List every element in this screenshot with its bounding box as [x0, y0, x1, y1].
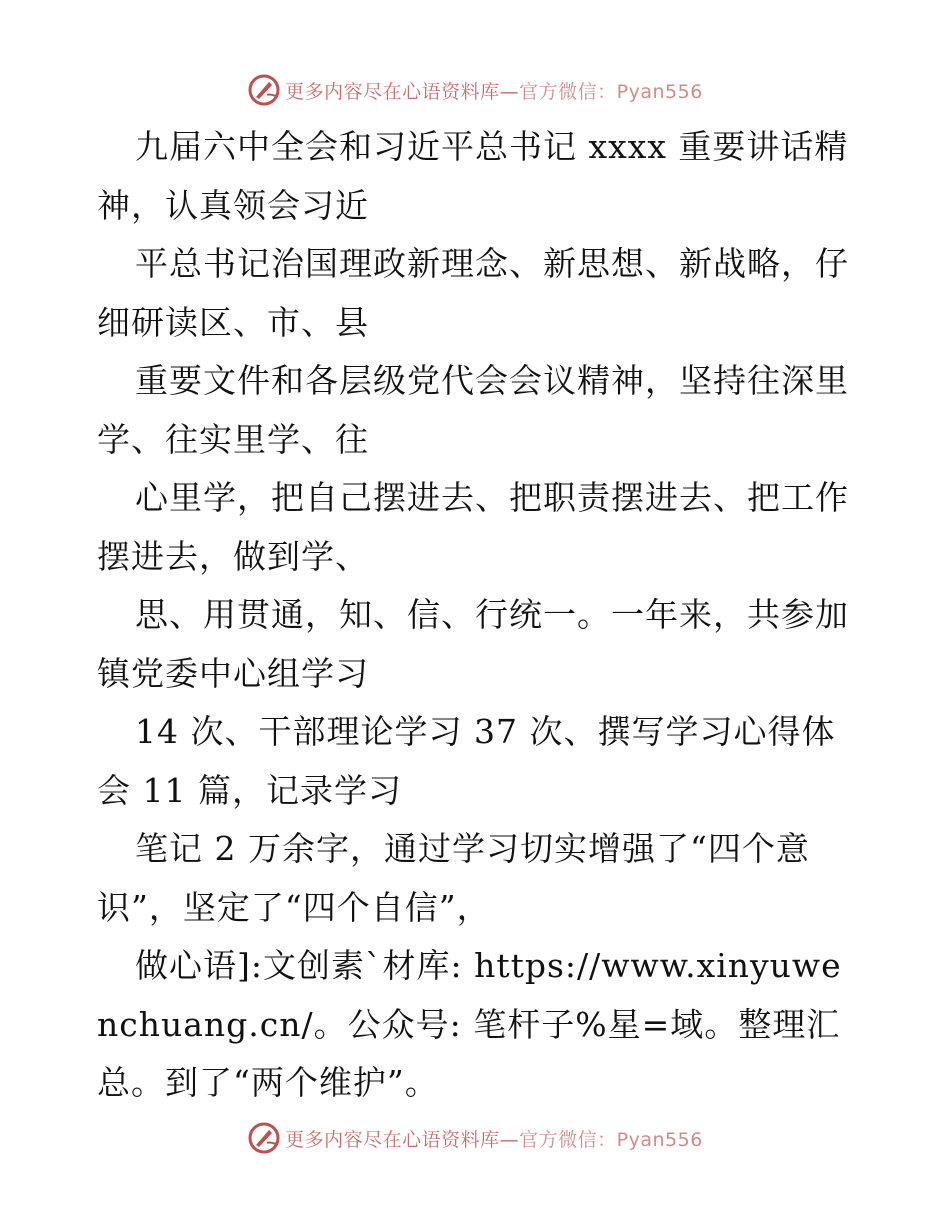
quill-seal-icon: [247, 1121, 281, 1155]
paragraph: 重要文件和各层级党代会会议精神，坚持往深里学、往实里学、往: [97, 361, 849, 459]
footer-watermark-text: [285, 1125, 703, 1152]
paragraph: 14 次、干部理论学习 37 次、撰写学习心得体会 11 篇，记录学习: [97, 712, 836, 810]
header-brand-text: 更多内容尽在心语资料库: [285, 80, 500, 103]
footer-watermark: [0, 1118, 950, 1158]
paragraph: 做心语]:文创素`材库: https://www.xinyuwenchuang.cn/。公众号: 笔杆子%星=域。整理汇总。到了“两个维护”。: [97, 946, 842, 1102]
paragraph: 平总书记治国理政新理念、新思想、新战略，仔细研读区、市、县: [97, 244, 849, 342]
header-separator: —: [499, 80, 520, 103]
header-watermark: [0, 70, 950, 110]
footer-brand-text: 更多内容尽在心语资料库: [285, 1128, 500, 1151]
document-body: [97, 118, 857, 1113]
footer-wechat-text: 官方微信：Pyan556: [519, 1128, 703, 1151]
footer-separator: —: [499, 1128, 520, 1151]
paragraph: 九届六中全会和习近平总书记 xxxx 重要讲话精神，认真领会习近: [97, 127, 849, 225]
quill-seal-icon: [247, 73, 281, 107]
paragraph: 思、用贯通，知、信、行统一。一年来，共参加镇党委中心组学习: [97, 595, 849, 693]
paragraph: 笔记 2 万余字，通过学习切实增强了“四个意识”，坚定了“四个自信”，: [97, 829, 810, 927]
header-watermark-text: [285, 77, 703, 104]
header-wechat-text: 官方微信：Pyan556: [519, 80, 703, 103]
paragraph: 心里学，把自己摆进去、把职责摆进去、把工作摆进去，做到学、: [97, 478, 849, 576]
